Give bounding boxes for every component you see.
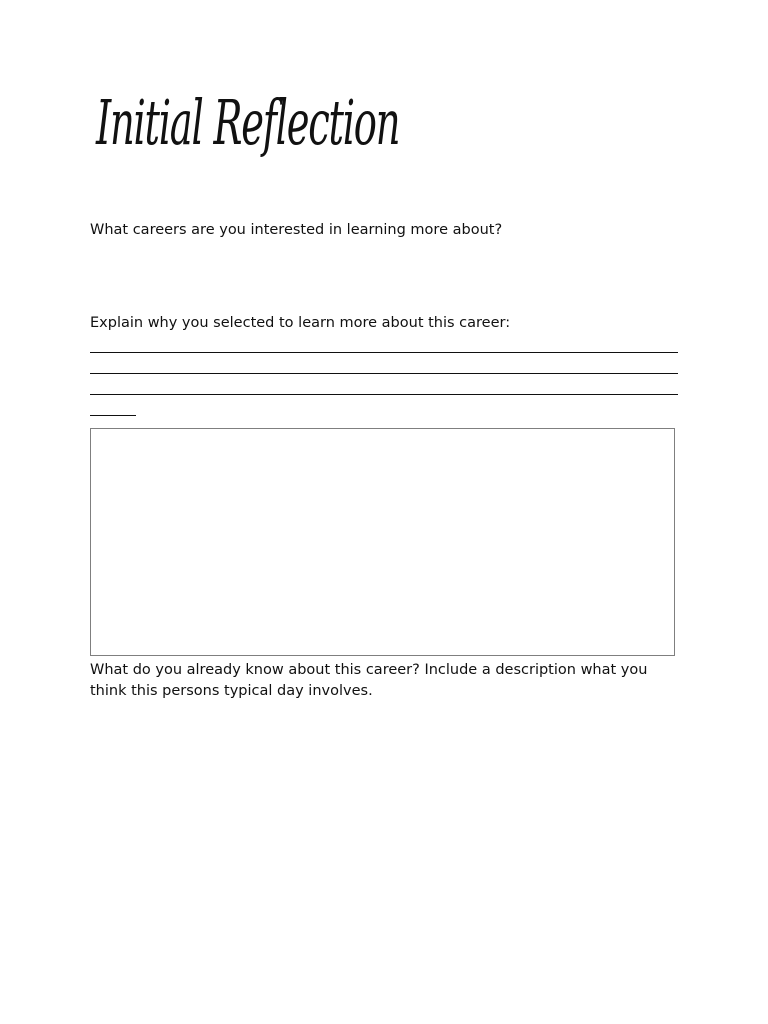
answer-line[interactable]: [90, 373, 678, 374]
question-what-you-know: What do you already know about this career? Include a description what you think this persons typical day involves.: [90, 662, 648, 699]
answer-line[interactable]: [90, 394, 678, 395]
page-title: Initial Reflection: [96, 86, 400, 159]
question-why-selected: Explain why you selected to learn more about this career:: [90, 315, 511, 331]
answer-line-short[interactable]: [90, 415, 136, 416]
question-careers-interested: What careers are you interested in learning more about?: [90, 222, 503, 238]
answer-line[interactable]: [90, 352, 678, 353]
answer-lines: [90, 352, 678, 436]
answer-text-box[interactable]: [90, 428, 675, 656]
